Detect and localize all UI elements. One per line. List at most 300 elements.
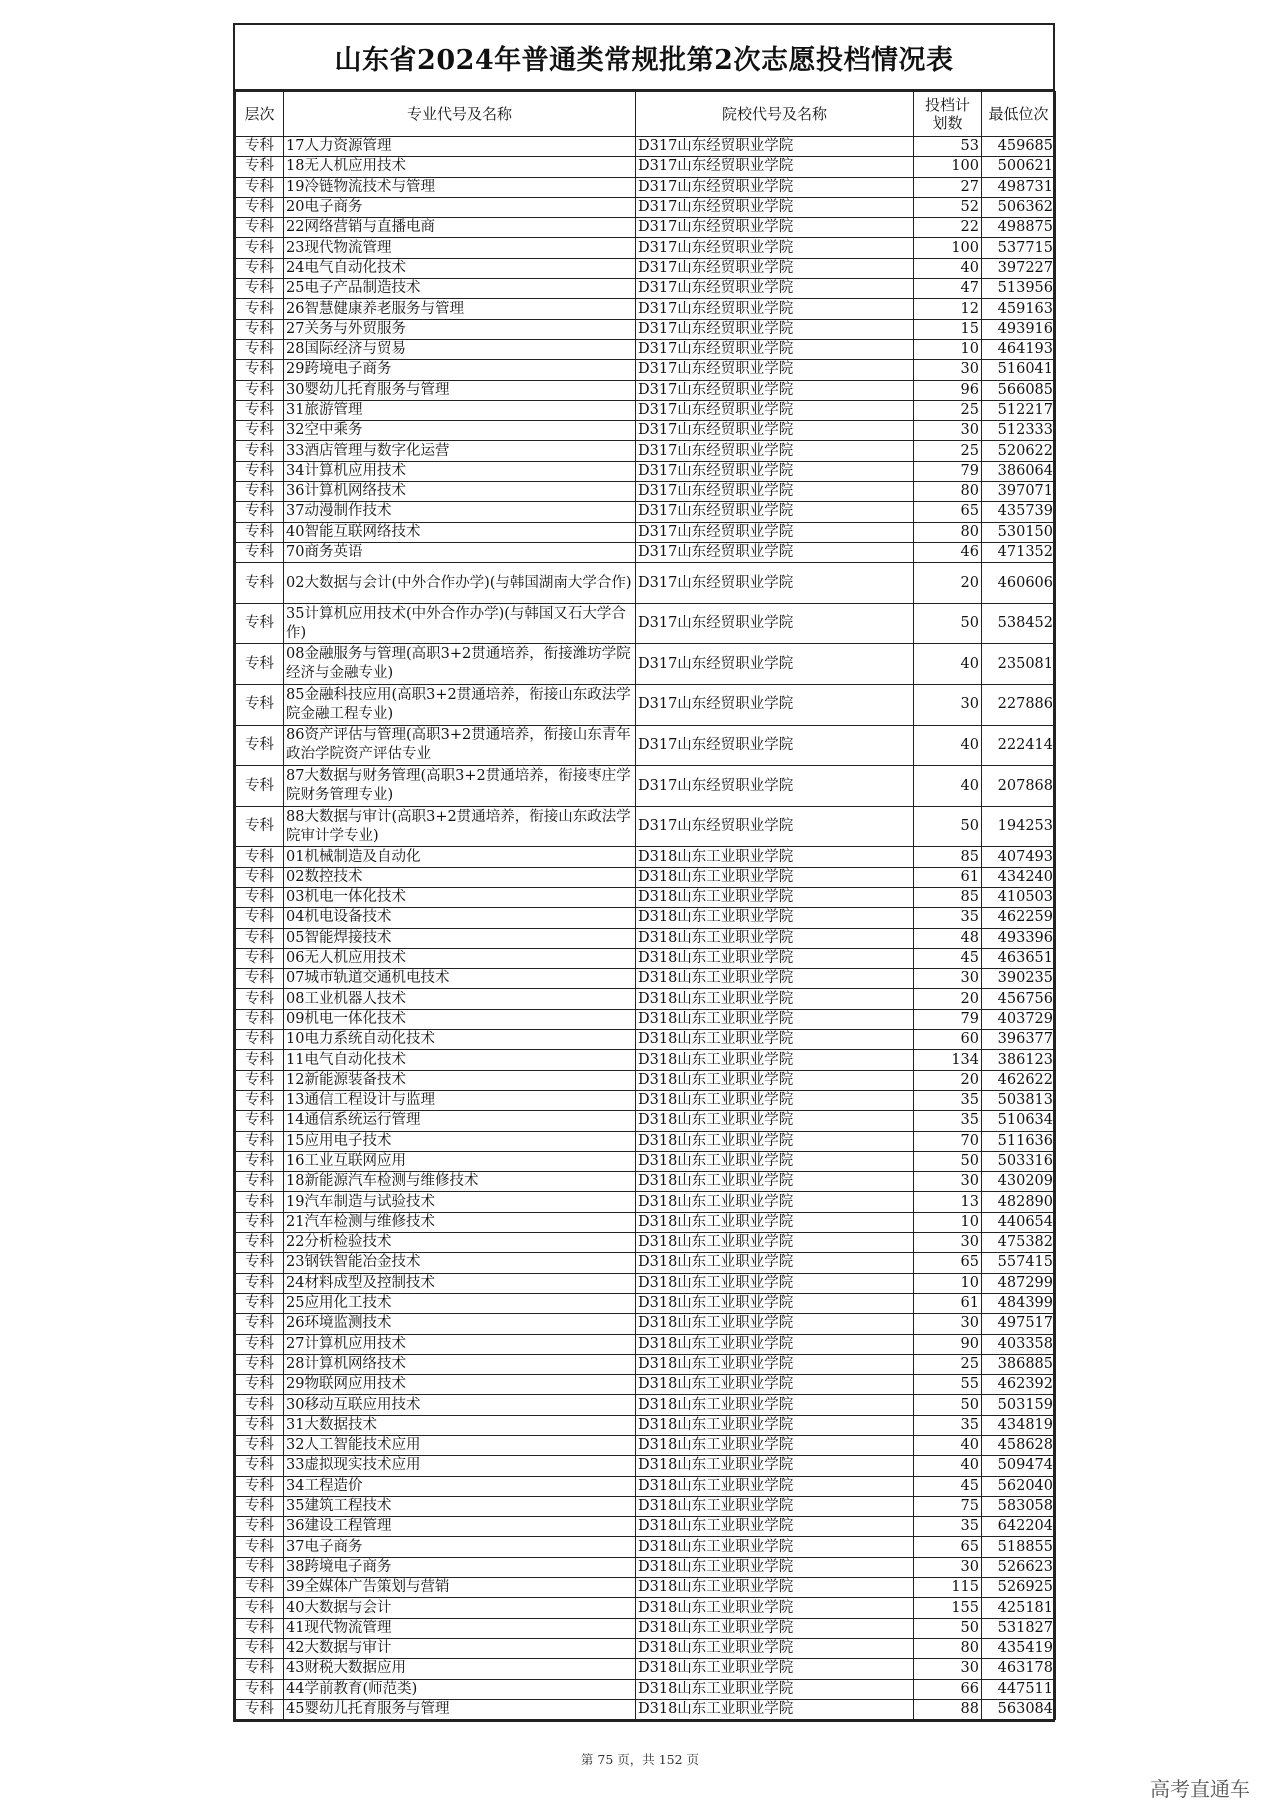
cell-min-rank: 425181 xyxy=(982,1598,1056,1618)
cell-major: 19冷链物流技术与管理 xyxy=(284,177,636,197)
cell-school: D318山东工业职业学院 xyxy=(636,1009,914,1029)
cell-major: 15应用电子技术 xyxy=(284,1131,636,1151)
cell-min-rank: 435739 xyxy=(982,502,1056,522)
cell-level: 专科 xyxy=(236,1233,284,1253)
cell-level: 专科 xyxy=(236,502,284,522)
cell-min-rank: 562040 xyxy=(982,1476,1056,1496)
cell-plan-count: 61 xyxy=(914,1293,982,1313)
cell-plan-count: 55 xyxy=(914,1375,982,1395)
cell-school: D318山东工业职业学院 xyxy=(636,1476,914,1496)
table-row xyxy=(236,806,1056,847)
table-row xyxy=(236,482,1056,502)
cell-level: 专科 xyxy=(236,806,284,847)
cell-major: 30婴幼儿托育服务与管理 xyxy=(284,380,636,400)
cell-plan-count: 40 xyxy=(914,1456,982,1476)
cell-plan-count: 30 xyxy=(914,1557,982,1577)
cell-major: 87大数据与财务管理(高职3+2贯通培养，衔接枣庄学院财务管理专业) xyxy=(284,766,636,807)
page-title: 山东省2024年普通类常规批第2次志愿投档情况表 xyxy=(235,25,1053,91)
cell-major: 33酒店管理与数字化运营 xyxy=(284,441,636,461)
cell-level: 专科 xyxy=(236,339,284,359)
header-school: 院校代号及名称 xyxy=(636,92,914,137)
cell-school: D318山东工业职业学院 xyxy=(636,1659,914,1679)
table-row xyxy=(236,1030,1056,1050)
table-row xyxy=(236,1375,1056,1395)
cell-school: D317山东经贸职业学院 xyxy=(636,603,914,644)
cell-school: D317山东经贸职业学院 xyxy=(636,339,914,359)
cell-min-rank: 462622 xyxy=(982,1070,1056,1090)
cell-school: D318山东工业职业学院 xyxy=(636,1172,914,1192)
cell-school: D318山东工业职业学院 xyxy=(636,1557,914,1577)
cell-min-rank: 512217 xyxy=(982,400,1056,420)
cell-major: 08金融服务与管理(高职3+2贯通培养，衔接潍坊学院经济与金融专业) xyxy=(284,644,636,685)
cell-min-rank: 503813 xyxy=(982,1090,1056,1110)
cell-plan-count: 60 xyxy=(914,1030,982,1050)
cell-level: 专科 xyxy=(236,1070,284,1090)
cell-level: 专科 xyxy=(236,725,284,766)
admission-table-sheet xyxy=(233,23,1055,1722)
cell-min-rank: 397071 xyxy=(982,482,1056,502)
cell-major: 26智慧健康养老服务与管理 xyxy=(284,299,636,319)
cell-plan-count: 79 xyxy=(914,1009,982,1029)
cell-level: 专科 xyxy=(236,482,284,502)
table-row xyxy=(236,867,1056,887)
cell-major: 28国际经济与贸易 xyxy=(284,339,636,359)
page-number: 第 75 页，共 152 页 xyxy=(580,1752,700,1767)
cell-school: D318山东工业职业学院 xyxy=(636,1334,914,1354)
cell-level: 专科 xyxy=(236,928,284,948)
cell-min-rank: 537715 xyxy=(982,238,1056,258)
cell-major: 86资产评估与管理(高职3+2贯通培养，衔接山东青年政治学院资产评估专业 xyxy=(284,725,636,766)
cell-min-rank: 456756 xyxy=(982,989,1056,1009)
cell-school: D318山东工业职业学院 xyxy=(636,847,914,867)
cell-level: 专科 xyxy=(236,137,284,157)
cell-min-rank: 410503 xyxy=(982,887,1056,907)
cell-major: 31大数据技术 xyxy=(284,1415,636,1435)
cell-plan-count: 27 xyxy=(914,177,982,197)
cell-min-rank: 563084 xyxy=(982,1699,1056,1719)
cell-school: D318山东工业职业学院 xyxy=(636,1151,914,1171)
cell-level: 专科 xyxy=(236,218,284,238)
cell-plan-count: 40 xyxy=(914,766,982,807)
cell-plan-count: 96 xyxy=(914,380,982,400)
cell-major: 37电子商务 xyxy=(284,1537,636,1557)
table-row xyxy=(236,1233,1056,1253)
cell-level: 专科 xyxy=(236,887,284,907)
cell-major: 43财税大数据应用 xyxy=(284,1659,636,1679)
table-row xyxy=(236,522,1056,542)
cell-min-rank: 440654 xyxy=(982,1212,1056,1232)
cell-plan-count: 10 xyxy=(914,339,982,359)
cell-major: 21汽车检测与维修技术 xyxy=(284,1212,636,1232)
table-header-row xyxy=(236,92,1056,137)
cell-major: 40大数据与会计 xyxy=(284,1598,636,1618)
table-row xyxy=(236,948,1056,968)
cell-school: D318山东工业职业学院 xyxy=(636,1070,914,1090)
cell-plan-count: 20 xyxy=(914,1070,982,1090)
cell-min-rank: 390235 xyxy=(982,969,1056,989)
cell-major: 17人力资源管理 xyxy=(284,137,636,157)
cell-min-rank: 386885 xyxy=(982,1354,1056,1374)
table-row xyxy=(236,1517,1056,1537)
table-body xyxy=(236,137,1056,1720)
table-row xyxy=(236,1293,1056,1313)
cell-school: D318山东工业职业学院 xyxy=(636,1253,914,1273)
cell-school: D318山东工业职业学院 xyxy=(636,969,914,989)
cell-level: 专科 xyxy=(236,1090,284,1110)
cell-major: 07城市轨道交通机电技术 xyxy=(284,969,636,989)
cell-major: 44学前教育(师范类) xyxy=(284,1679,636,1699)
cell-school: D317山东经贸职业学院 xyxy=(636,137,914,157)
cell-min-rank: 500621 xyxy=(982,157,1056,177)
cell-min-rank: 430209 xyxy=(982,1172,1056,1192)
cell-min-rank: 493916 xyxy=(982,319,1056,339)
cell-plan-count: 30 xyxy=(914,421,982,441)
cell-min-rank: 531827 xyxy=(982,1618,1056,1638)
cell-major: 28计算机网络技术 xyxy=(284,1354,636,1374)
cell-major: 23钢铁智能冶金技术 xyxy=(284,1253,636,1273)
cell-school: D318山东工业职业学院 xyxy=(636,1212,914,1232)
cell-plan-count: 20 xyxy=(914,563,982,604)
table-row xyxy=(236,421,1056,441)
cell-major: 25电子产品制造技术 xyxy=(284,279,636,299)
cell-min-rank: 503159 xyxy=(982,1395,1056,1415)
cell-major: 37动漫制作技术 xyxy=(284,502,636,522)
cell-plan-count: 134 xyxy=(914,1050,982,1070)
cell-school: D317山东经贸职业学院 xyxy=(636,400,914,420)
table-row xyxy=(236,1070,1056,1090)
table-row xyxy=(236,1253,1056,1273)
cell-school: D318山东工业职业学院 xyxy=(636,1111,914,1131)
cell-level: 专科 xyxy=(236,197,284,217)
cell-major: 88大数据与审计(高职3+2贯通培养，衔接山东政法学院审计学专业) xyxy=(284,806,636,847)
cell-major: 05智能焊接技术 xyxy=(284,928,636,948)
cell-major: 24材料成型及控制技术 xyxy=(284,1273,636,1293)
cell-school: D317山东经贸职业学院 xyxy=(636,218,914,238)
table-row xyxy=(236,989,1056,1009)
cell-min-rank: 471352 xyxy=(982,542,1056,562)
cell-min-rank: 526925 xyxy=(982,1578,1056,1598)
cell-min-rank: 434819 xyxy=(982,1415,1056,1435)
cell-major: 10电力系统自动化技术 xyxy=(284,1030,636,1050)
cell-major: 35计算机应用技术(中外合作办学)(与韩国又石大学合作) xyxy=(284,603,636,644)
cell-level: 专科 xyxy=(236,1192,284,1212)
cell-plan-count: 35 xyxy=(914,1517,982,1537)
cell-level: 专科 xyxy=(236,400,284,420)
cell-min-rank: 503316 xyxy=(982,1151,1056,1171)
cell-plan-count: 46 xyxy=(914,542,982,562)
table-row xyxy=(236,380,1056,400)
cell-level: 专科 xyxy=(236,1009,284,1029)
cell-min-rank: 516041 xyxy=(982,360,1056,380)
cell-min-rank: 227886 xyxy=(982,685,1056,726)
cell-school: D317山东经贸职业学院 xyxy=(636,197,914,217)
cell-school: D317山东经贸职业学院 xyxy=(636,238,914,258)
table-row xyxy=(236,502,1056,522)
cell-level: 专科 xyxy=(236,1496,284,1516)
cell-level: 专科 xyxy=(236,563,284,604)
cell-school: D318山东工业职业学院 xyxy=(636,1415,914,1435)
cell-major: 39全媒体广告策划与营销 xyxy=(284,1578,636,1598)
cell-level: 专科 xyxy=(236,1314,284,1334)
table-row xyxy=(236,441,1056,461)
table-row xyxy=(236,299,1056,319)
cell-school: D318山东工业职业学院 xyxy=(636,1030,914,1050)
cell-major: 19汽车制造与试验技术 xyxy=(284,1192,636,1212)
cell-plan-count: 30 xyxy=(914,1233,982,1253)
cell-level: 专科 xyxy=(236,1395,284,1415)
header-major: 专业代号及名称 xyxy=(284,92,636,137)
cell-level: 专科 xyxy=(236,1131,284,1151)
cell-major: 42大数据与审计 xyxy=(284,1638,636,1658)
cell-major: 34计算机应用技术 xyxy=(284,461,636,481)
cell-school: D317山东经贸职业学院 xyxy=(636,421,914,441)
table-row xyxy=(236,1334,1056,1354)
cell-level: 专科 xyxy=(236,1699,284,1719)
cell-level: 专科 xyxy=(236,1618,284,1638)
cell-min-rank: 583058 xyxy=(982,1496,1056,1516)
cell-plan-count: 30 xyxy=(914,1314,982,1334)
cell-school: D318山东工业职业学院 xyxy=(636,989,914,1009)
cell-major: 29跨境电子商务 xyxy=(284,360,636,380)
cell-min-rank: 484399 xyxy=(982,1293,1056,1313)
cell-min-rank: 458628 xyxy=(982,1436,1056,1456)
cell-min-rank: 493396 xyxy=(982,928,1056,948)
cell-level: 专科 xyxy=(236,1659,284,1679)
table-row xyxy=(236,908,1056,928)
cell-level: 专科 xyxy=(236,969,284,989)
cell-school: D318山东工业职业学院 xyxy=(636,1699,914,1719)
cell-plan-count: 13 xyxy=(914,1192,982,1212)
cell-plan-count: 40 xyxy=(914,1436,982,1456)
cell-plan-count: 53 xyxy=(914,137,982,157)
cell-school: D318山东工业职业学院 xyxy=(636,1131,914,1151)
cell-school: D318山东工业职业学院 xyxy=(636,867,914,887)
cell-level: 专科 xyxy=(236,421,284,441)
cell-school: D317山东经贸职业学院 xyxy=(636,482,914,502)
cell-plan-count: 65 xyxy=(914,1253,982,1273)
cell-plan-count: 66 xyxy=(914,1679,982,1699)
cell-level: 专科 xyxy=(236,1517,284,1537)
cell-level: 专科 xyxy=(236,847,284,867)
cell-school: D317山东经贸职业学院 xyxy=(636,461,914,481)
cell-plan-count: 85 xyxy=(914,847,982,867)
cell-school: D318山东工业职业学院 xyxy=(636,1638,914,1658)
table-row xyxy=(236,725,1056,766)
admission-table xyxy=(235,91,1056,1720)
cell-plan-count: 35 xyxy=(914,1415,982,1435)
cell-level: 专科 xyxy=(236,1476,284,1496)
cell-min-rank: 509474 xyxy=(982,1456,1056,1476)
cell-school: D318山东工业职业学院 xyxy=(636,908,914,928)
cell-plan-count: 45 xyxy=(914,948,982,968)
cell-major: 01机械制造及自动化 xyxy=(284,847,636,867)
cell-major: 25应用化工技术 xyxy=(284,1293,636,1313)
cell-school: D318山东工业职业学院 xyxy=(636,1679,914,1699)
cell-min-rank: 194253 xyxy=(982,806,1056,847)
cell-school: D318山东工业职业学院 xyxy=(636,1375,914,1395)
table-row xyxy=(236,1496,1056,1516)
cell-level: 专科 xyxy=(236,279,284,299)
cell-min-rank: 498875 xyxy=(982,218,1056,238)
cell-major: 09机电一体化技术 xyxy=(284,1009,636,1029)
cell-school: D317山东经贸职业学院 xyxy=(636,157,914,177)
table-row xyxy=(236,218,1056,238)
cell-level: 专科 xyxy=(236,1578,284,1598)
cell-plan-count: 70 xyxy=(914,1131,982,1151)
cell-major: 22分析检验技术 xyxy=(284,1233,636,1253)
cell-level: 专科 xyxy=(236,258,284,278)
cell-level: 专科 xyxy=(236,1151,284,1171)
cell-level: 专科 xyxy=(236,1354,284,1374)
cell-plan-count: 25 xyxy=(914,441,982,461)
cell-plan-count: 12 xyxy=(914,299,982,319)
table-row xyxy=(236,1111,1056,1131)
table-row xyxy=(236,1172,1056,1192)
cell-school: D317山东经贸职业学院 xyxy=(636,522,914,542)
cell-major: 04机电设备技术 xyxy=(284,908,636,928)
cell-major: 85金融科技应用(高职3+2贯通培养，衔接山东政法学院金融工程专业) xyxy=(284,685,636,726)
cell-level: 专科 xyxy=(236,1273,284,1293)
cell-plan-count: 25 xyxy=(914,400,982,420)
table-row xyxy=(236,137,1056,157)
cell-min-rank: 487299 xyxy=(982,1273,1056,1293)
cell-major: 18无人机应用技术 xyxy=(284,157,636,177)
cell-min-rank: 403729 xyxy=(982,1009,1056,1029)
cell-plan-count: 85 xyxy=(914,887,982,907)
cell-major: 32人工智能技术应用 xyxy=(284,1436,636,1456)
cell-min-rank: 498731 xyxy=(982,177,1056,197)
cell-level: 专科 xyxy=(236,1334,284,1354)
table-row xyxy=(236,319,1056,339)
table-row xyxy=(236,1557,1056,1577)
cell-plan-count: 25 xyxy=(914,1354,982,1374)
table-row xyxy=(236,157,1056,177)
cell-level: 专科 xyxy=(236,522,284,542)
table-row xyxy=(236,1050,1056,1070)
cell-school: D317山东经贸职业学院 xyxy=(636,279,914,299)
cell-school: D318山东工业职业学院 xyxy=(636,1436,914,1456)
cell-major: 16工业互联网应用 xyxy=(284,1151,636,1171)
cell-level: 专科 xyxy=(236,1030,284,1050)
cell-school: D317山东经贸职业学院 xyxy=(636,360,914,380)
cell-major: 36计算机网络技术 xyxy=(284,482,636,502)
table-row xyxy=(236,766,1056,807)
cell-min-rank: 447511 xyxy=(982,1679,1056,1699)
cell-min-rank: 557415 xyxy=(982,1253,1056,1273)
cell-school: D317山东经贸职业学院 xyxy=(636,806,914,847)
cell-level: 专科 xyxy=(236,1375,284,1395)
cell-level: 专科 xyxy=(236,908,284,928)
cell-level: 专科 xyxy=(236,867,284,887)
cell-min-rank: 434240 xyxy=(982,867,1056,887)
cell-min-rank: 526623 xyxy=(982,1557,1056,1577)
cell-school: D318山东工业职业学院 xyxy=(636,1598,914,1618)
cell-level: 专科 xyxy=(236,1456,284,1476)
cell-level: 专科 xyxy=(236,1111,284,1131)
cell-min-rank: 506362 xyxy=(982,197,1056,217)
cell-plan-count: 65 xyxy=(914,502,982,522)
header-level: 层次 xyxy=(236,92,284,137)
table-row xyxy=(236,847,1056,867)
table-row xyxy=(236,1638,1056,1658)
cell-plan-count: 61 xyxy=(914,867,982,887)
cell-school: D317山东经贸职业学院 xyxy=(636,685,914,726)
cell-major: 27计算机应用技术 xyxy=(284,1334,636,1354)
table-row xyxy=(236,279,1056,299)
cell-plan-count: 50 xyxy=(914,1395,982,1415)
table-row xyxy=(236,1273,1056,1293)
cell-level: 专科 xyxy=(236,766,284,807)
table-row xyxy=(236,461,1056,481)
cell-plan-count: 10 xyxy=(914,1273,982,1293)
cell-min-rank: 530150 xyxy=(982,522,1056,542)
cell-level: 专科 xyxy=(236,1436,284,1456)
cell-min-rank: 475382 xyxy=(982,1233,1056,1253)
cell-plan-count: 45 xyxy=(914,1476,982,1496)
cell-min-rank: 386064 xyxy=(982,461,1056,481)
cell-min-rank: 386123 xyxy=(982,1050,1056,1070)
table-row xyxy=(236,1598,1056,1618)
table-row xyxy=(236,1354,1056,1374)
cell-level: 专科 xyxy=(236,1415,284,1435)
table-row xyxy=(236,1659,1056,1679)
table-row xyxy=(236,1415,1056,1435)
cell-school: D318山东工业职业学院 xyxy=(636,1456,914,1476)
cell-school: D318山东工业职业学院 xyxy=(636,1517,914,1537)
cell-major: 70商务英语 xyxy=(284,542,636,562)
table-row xyxy=(236,1679,1056,1699)
cell-min-rank: 460606 xyxy=(982,563,1056,604)
cell-school: D318山东工业职业学院 xyxy=(636,1293,914,1313)
cell-major: 08工业机器人技术 xyxy=(284,989,636,1009)
cell-major: 31旅游管理 xyxy=(284,400,636,420)
cell-level: 专科 xyxy=(236,380,284,400)
cell-level: 专科 xyxy=(236,1679,284,1699)
cell-school: D317山东经贸职业学院 xyxy=(636,563,914,604)
cell-plan-count: 50 xyxy=(914,1151,982,1171)
cell-min-rank: 435419 xyxy=(982,1638,1056,1658)
cell-min-rank: 459685 xyxy=(982,137,1056,157)
cell-plan-count: 30 xyxy=(914,1172,982,1192)
cell-major: 11电气自动化技术 xyxy=(284,1050,636,1070)
table-row xyxy=(236,603,1056,644)
table-row xyxy=(236,177,1056,197)
cell-major: 35建筑工程技术 xyxy=(284,1496,636,1516)
cell-min-rank: 222414 xyxy=(982,725,1056,766)
cell-min-rank: 511636 xyxy=(982,1131,1056,1151)
cell-major: 18新能源汽车检测与维修技术 xyxy=(284,1172,636,1192)
cell-school: D317山东经贸职业学院 xyxy=(636,441,914,461)
cell-min-rank: 513956 xyxy=(982,279,1056,299)
cell-level: 专科 xyxy=(236,948,284,968)
cell-plan-count: 155 xyxy=(914,1598,982,1618)
cell-plan-count: 80 xyxy=(914,522,982,542)
cell-level: 专科 xyxy=(236,157,284,177)
cell-level: 专科 xyxy=(236,1253,284,1273)
cell-level: 专科 xyxy=(236,989,284,1009)
cell-min-rank: 538452 xyxy=(982,603,1056,644)
cell-level: 专科 xyxy=(236,1293,284,1313)
table-row xyxy=(236,542,1056,562)
watermark: 高考直通车 xyxy=(1150,1777,1250,1801)
cell-plan-count: 48 xyxy=(914,928,982,948)
table-row xyxy=(236,685,1056,726)
cell-school: D318山东工业职业学院 xyxy=(636,1496,914,1516)
table-row xyxy=(236,1456,1056,1476)
cell-min-rank: 566085 xyxy=(982,380,1056,400)
cell-plan-count: 52 xyxy=(914,197,982,217)
cell-major: 26环境监测技术 xyxy=(284,1314,636,1334)
